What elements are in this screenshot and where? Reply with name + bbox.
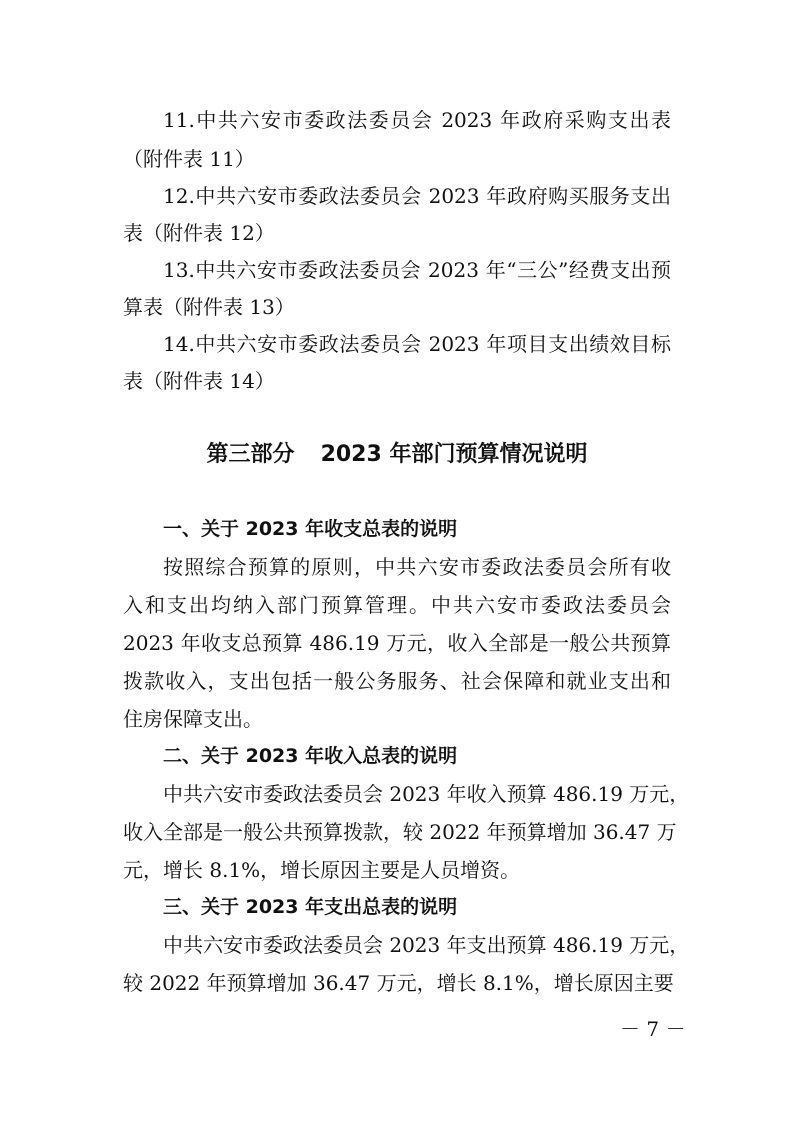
section-part-label: 第三部分 <box>206 442 295 467</box>
attachment-14-line1: 14.中共六安市委政法委员会 2023 年项目支出绩效目标 <box>163 332 671 356</box>
sub1-line-5: 住房保障支出。 <box>123 707 263 731</box>
attachment-12-line2: 表（附件表 12） <box>123 221 275 245</box>
sub2-heading: 二、关于 2023 年收入总表的说明 <box>163 745 458 767</box>
sub1-line-4: 拨款收入，支出包括一般公务服务、社会保障和就业支出和 <box>123 669 671 693</box>
attachment-13-line1: 13.中共六安市委政法委员会 2023 年“三公”经费支出预 <box>163 258 671 282</box>
page-number: － 7 － <box>620 1017 686 1041</box>
attachment-14-line2: 表（附件表 14） <box>123 369 275 393</box>
sub3-heading: 三、关于 2023 年支出总表的说明 <box>163 896 458 918</box>
sub2-line-2: 收入全部是一般公共预算拨款，较 2022 年预算增加 36.47 万 <box>123 820 677 844</box>
section-title: 2023 年部门预算情况说明 <box>320 442 588 467</box>
sub3-line-2: 较 2022 年预算增加 36.47 万元，增长 8.1%，增长原因主要 <box>123 971 674 995</box>
sub1-heading: 一、关于 2023 年收支总表的说明 <box>163 518 458 540</box>
sub1-line-1: 按照综合预算的原则，中共六安市委政法委员会所有收 <box>163 555 671 579</box>
sub2-line-1: 中共六安市委政法委员会 2023 年收入预算 486.19 万元， <box>163 782 690 806</box>
sub2-line-3: 元，增长 8.1%，增长原因主要是人员增资。 <box>123 858 521 882</box>
sub1-line-3: 2023 年收支总预算 486.19 万元，收入全部是一般公共预算 <box>123 631 671 655</box>
attachment-11-line2: （附件表 11） <box>123 147 255 171</box>
section-heading <box>123 440 671 470</box>
attachment-13-line2: 算表（附件表 13） <box>123 295 295 319</box>
attachment-11-line1: 11.中共六安市委政法委员会 2023 年政府采购支出表 <box>163 108 671 132</box>
attachment-12-line1: 12.中共六安市委政法委员会 2023 年政府购买服务支出 <box>163 184 671 208</box>
sub1-line-2: 入和支出均纳入部门预算管理。中共六安市委政法委员会 <box>123 593 671 617</box>
sub3-line-1: 中共六安市委政法委员会 2023 年支出预算 486.19 万元， <box>163 933 690 957</box>
